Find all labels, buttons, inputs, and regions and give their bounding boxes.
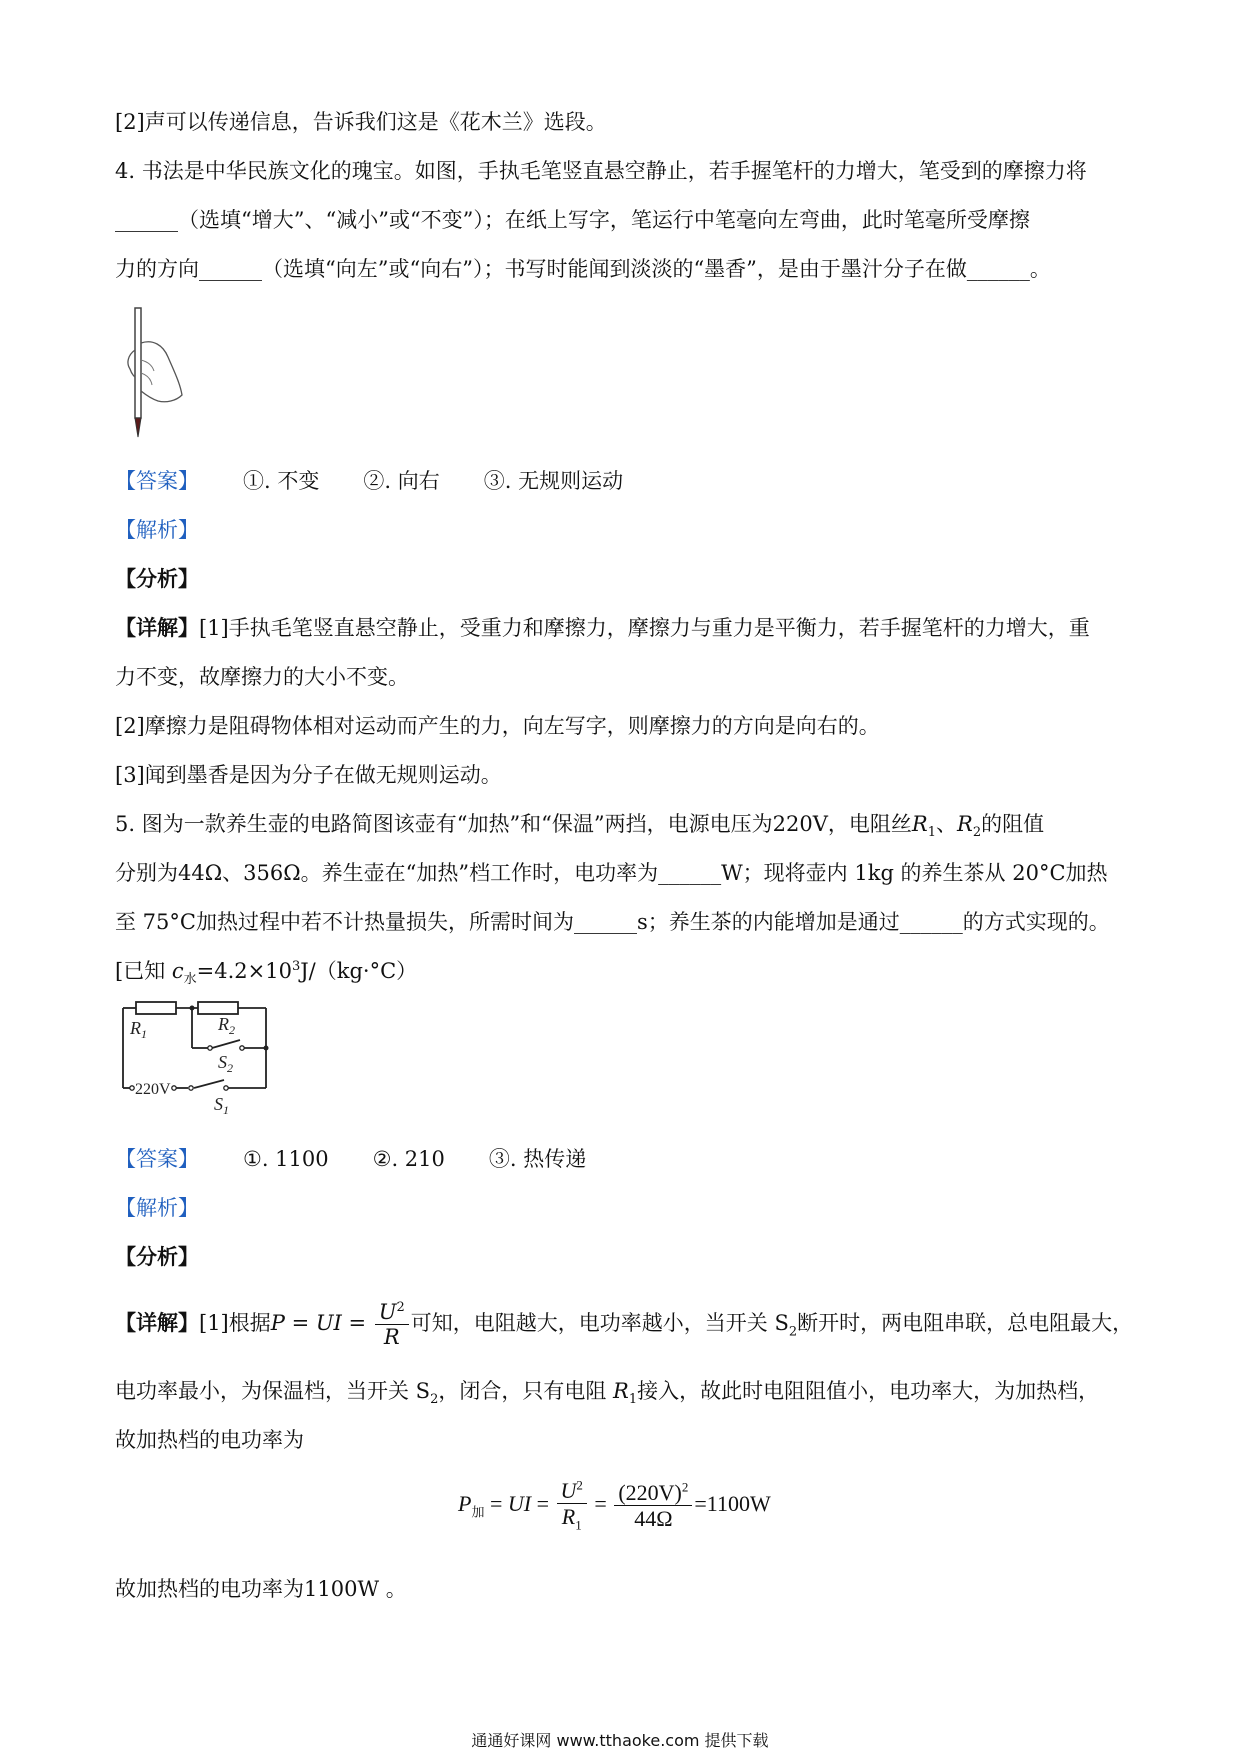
question-4-line-1: 4. 书法是中华民族文化的瑰宝。如图，手执毛笔竖直悬空静止，若手握笔杆的力增大，笔受到的摩擦力将 <box>115 159 1087 183</box>
text-span: ，闭合，只有电阻 <box>438 1379 614 1403</box>
detail-q4-line-2: 力不变，故摩擦力的大小不变。 <box>115 665 409 689</box>
detail-q5-line-2 <box>115 1375 1099 1407</box>
answer-line-q4 <box>115 465 623 495</box>
superscript: 2 <box>576 1477 583 1493</box>
fraction-u2-over-r <box>375 1300 409 1349</box>
denominator: 44Ω <box>634 1506 673 1532</box>
subscript: 1 <box>575 1517 582 1533</box>
detail-q4-line-4: [3]闻到墨香是因为分子在做无规则运动。 <box>115 763 502 787</box>
analysis-label: 【解析】 <box>115 518 199 542</box>
question-5-line-2: 分别为44Ω、356Ω。养生壶在“加热”档工作时，电功率为______W；现将壶内 1kg 的养生茶从 20°C加热 <box>115 861 1108 885</box>
symbol-r: R <box>613 1379 629 1403</box>
text-span: 的阻值 <box>981 812 1045 836</box>
question-5-line-1 <box>115 808 1044 840</box>
answer-label: 【答案】 <box>115 469 199 493</box>
label-s2: $S_2$ <box>218 1052 233 1075</box>
answer-item: ①. 不变 <box>243 469 320 493</box>
fenxi-label: 【分析】 <box>115 1244 199 1269</box>
answer-item: ②. 210 <box>372 1147 445 1171</box>
detail-text: [1]手执毛笔竖直悬空静止，受重力和摩擦力，摩擦力与重力是平衡力，若手握笔杆的力增大，重 <box>199 616 1090 640</box>
answer-line-q5 <box>115 1143 586 1173</box>
detail-label: 【详解】 <box>115 1310 199 1336</box>
subscript: 2 <box>788 1324 798 1340</box>
numerator: (220V) <box>618 1480 682 1506</box>
equals: = <box>531 1490 555 1516</box>
superscript: 3 <box>291 959 301 974</box>
text-span: [1]根据 <box>199 1311 271 1336</box>
text-span: =4.2×10 <box>196 959 292 983</box>
answer-item: ①. 1100 <box>243 1147 329 1171</box>
text-span: J/（kg·°C） <box>300 959 418 983</box>
equals: = <box>284 1311 316 1336</box>
answer-label: 【答案】 <box>115 1147 199 1171</box>
detail-q5-line-1 <box>115 1300 1133 1349</box>
answer-item: ③. 无规则运动 <box>483 469 624 493</box>
answer-item: ②. 向右 <box>363 469 440 493</box>
superscript: 2 <box>681 1479 689 1495</box>
detail-label: 【详解】 <box>115 615 199 640</box>
label-r1: $R_1$ <box>130 1018 147 1041</box>
symbol-r: R <box>957 812 973 836</box>
brush-hand-figure <box>118 305 198 440</box>
text-span: 断开时，两电阻串联，总电阻最大， <box>797 1311 1134 1336</box>
subscript: 1 <box>628 1392 638 1408</box>
text-span: 可知，电阻越大，电功率越小，当开关 S <box>410 1311 789 1336</box>
symbol-ui: UI <box>507 1490 532 1516</box>
symbol-ui: UI <box>315 1311 342 1336</box>
subscript: 水 <box>183 972 197 988</box>
symbol-u: U <box>378 1300 397 1324</box>
symbol-p: P <box>270 1311 285 1336</box>
subscript: 1 <box>927 825 936 841</box>
equals: = <box>484 1490 508 1516</box>
equals: = <box>588 1490 613 1516</box>
heating-power-formula <box>458 1478 771 1534</box>
detail-q5-conclusion: 故加热档的电功率为1100W 。 <box>115 1577 407 1601</box>
fraction-220v-over-44 <box>614 1480 692 1532</box>
subscript: 加 <box>471 1504 485 1520</box>
symbol-r: R <box>561 1504 576 1530</box>
fenxi-label: 【分析】 <box>115 566 199 591</box>
symbol-u: U <box>560 1478 577 1503</box>
label-voltage: 220V <box>135 1081 171 1098</box>
question-5-line-3: 至 75°C加热过程中若不计热量损失，所需时间为______s；养生茶的内能增加是通过______的方式实现的。 <box>115 910 1110 934</box>
answer-item: ③. 热传递 <box>488 1147 587 1171</box>
symbol-c: c <box>171 959 184 983</box>
text-line: [2]声可以传递信息，告诉我们这是《花木兰》选段。 <box>115 110 607 134</box>
question-4-line-2: ______（选填“增大”、“减小”或“不变”）；在纸上写字，笔运行中笔毫向左弯曲，此时笔毫所受摩擦 <box>115 208 1030 232</box>
detail-q4-line-1 <box>115 612 1090 642</box>
analysis-label: 【解析】 <box>115 1196 199 1220</box>
subscript: 2 <box>430 1392 439 1408</box>
symbol-r: R <box>383 1325 400 1350</box>
formula-result: =1100W <box>694 1490 771 1516</box>
equals: = <box>341 1311 373 1336</box>
superscript: 2 <box>396 1300 405 1315</box>
text-span: 电功率最小，为保温档，当开关 S <box>115 1379 431 1403</box>
detail-q5-line-3: 故加热档的电功率为 <box>115 1428 304 1452</box>
circuit-diagram <box>118 998 278 1118</box>
footer: 通通好课网 www.tthaoke.com 提供下载 <box>471 1731 769 1750</box>
symbol-p: P <box>458 1490 472 1516</box>
question-4-line-3: 力的方向______（选填“向左”或“向右”）；书写时能闻到淡淡的“墨香”，是由于墨汁分子在做______。 <box>115 257 1051 281</box>
symbol-r: R <box>911 812 928 836</box>
text-span: 接入，故此时电阻阻值小，电功率大，为加热档， <box>637 1379 1100 1403</box>
label-r2: $R_2$ <box>218 1014 235 1037</box>
text-span: [已知 <box>115 959 172 983</box>
subscript: 2 <box>972 825 982 841</box>
fraction-u2-over-r1 <box>557 1478 587 1534</box>
detail-q4-line-3: [2]摩擦力是阻碍物体相对运动而产生的力，向左写字，则摩擦力的方向是向右的。 <box>115 714 880 738</box>
text-span: 5. 图为一款养生壶的电路简图该壶有“加热”和“保温”两挡，电源电压为220V，电阻丝 <box>115 812 912 836</box>
question-5-line-4 <box>115 955 417 987</box>
text-span: 、 <box>936 812 957 836</box>
label-s1: $S_1$ <box>214 1094 229 1117</box>
